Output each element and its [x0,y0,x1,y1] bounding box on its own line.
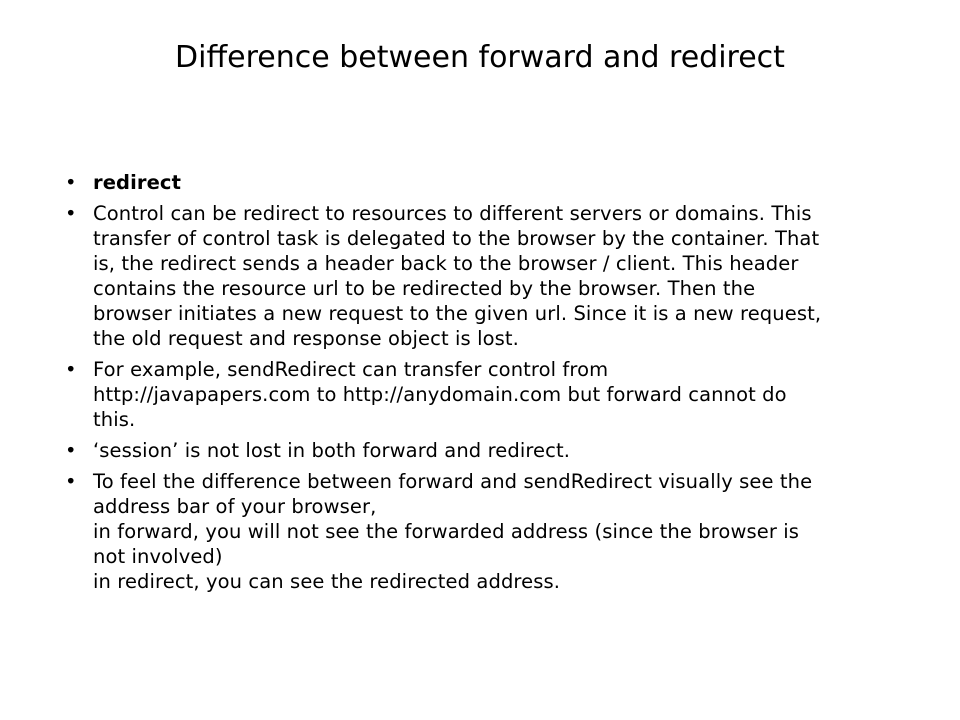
bullet-line: ‘session’ is not lost in both forward and redirect. [93,439,571,462]
bullet-line: To feel the difference between forward and sendRedirect visually see the [93,470,813,493]
bullet-line: browser initiates a new request to the given url. Since it is a new request, [93,302,822,325]
bullet-line: http://javapapers.com to http://anydomain.com but forward cannot do [93,383,787,406]
bullet-line: address bar of your browser, [93,495,377,518]
bullet-text [93,438,895,463]
bullet-text [93,357,895,432]
bullet-dot: • [65,202,77,225]
bullet-line: For example, sendRedirect can transfer control from [93,358,609,381]
bullet-line: Control can be redirect to resources to different servers or domains. This [93,202,812,225]
bullet-dot: • [65,358,77,381]
bullet-line: the old request and response object is lost. [93,327,519,350]
bullet-text [93,170,895,195]
bullet-line: this. [93,408,136,431]
bullet-text [93,201,895,351]
bullet-line: redirect [93,171,182,194]
bullet-item [65,438,895,463]
bullet-item [65,170,895,195]
bullet-item [65,469,895,594]
bullet-line: not involved) [93,545,223,568]
bullet-list [65,170,895,600]
bullet-line: transfer of control task is delegated to the browser by the container. That [93,227,820,250]
bullet-dot: • [65,171,77,194]
bullet-line: contains the resource url to be redirected by the browser. Then the [93,277,756,300]
bullet-line: is, the redirect sends a header back to the browser / client. This header [93,252,799,275]
bullet-line: in redirect, you can see the redirected address. [93,570,561,593]
slide-title: Difference between forward and redirect [175,40,785,75]
bullet-item [65,201,895,351]
bullet-dot: • [65,439,77,462]
bullet-dot: • [65,470,77,493]
bullet-line: in forward, you will not see the forwarded address (since the browser is [93,520,800,543]
bullet-item [65,357,895,432]
bullet-text [93,469,895,594]
